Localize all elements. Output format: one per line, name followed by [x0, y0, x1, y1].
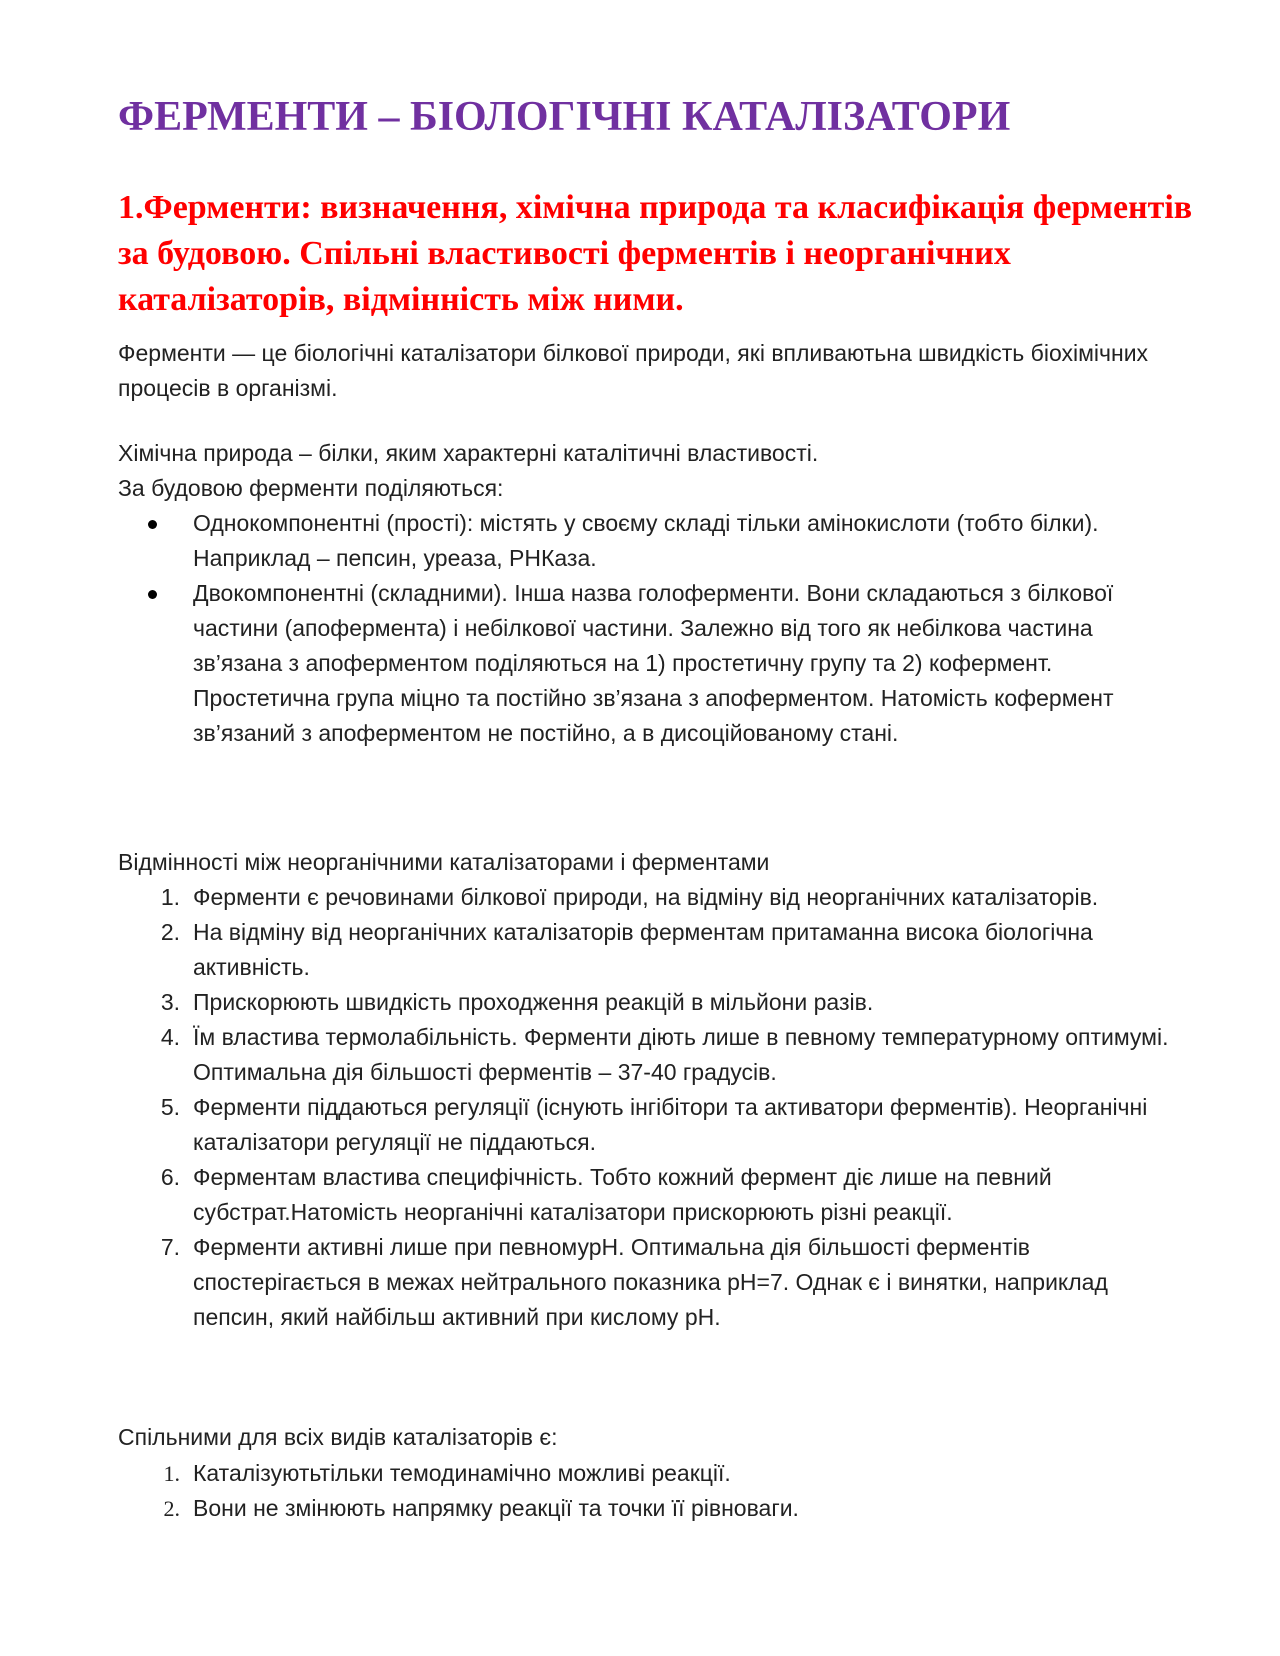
- list-item-text: Ферменти піддаються регуляції (існують інгібітори та активатори ферментів). Неорганічні каталізатори регуляції не піддаються.: [193, 1094, 1148, 1155]
- section-heading: 1.Ферменти: визначення, хімічна природа та класифікація ферментів за будовою. Спільні властивості ферментів і неорганічних каталізаторів, відмінність між ними.: [118, 189, 1193, 318]
- structure-intro: За будовою ферменти поділяються:: [118, 475, 504, 501]
- differences-list: [118, 880, 1188, 1335]
- list-item-text: Вони не змінюють напрямку реакції та точки її рівноваги.: [193, 1495, 799, 1521]
- list-number: 4.: [160, 1024, 180, 1050]
- list-item: [118, 1160, 1188, 1230]
- list-item-text: На відміну від неорганічних каталізаторів ферментам притаманна висока біологічна активність.: [193, 919, 1093, 980]
- list-item: [118, 1090, 1188, 1160]
- list-number: 5.: [160, 1094, 180, 1120]
- list-item-text: Прискорюють швидкість проходження реакцій в мільйони разів.: [193, 989, 874, 1015]
- list-item-text: Ферменти є речовинами білкової природи, на відміну від неорганічних каталізаторів.: [193, 884, 1099, 910]
- bullet-icon: [148, 590, 157, 599]
- list-item-text: Ферментам властива специфічність. Тобто кожний фермент діє лише на певний субстрат.Натомість неорганічні каталізатори прискорюють різні реакції.: [193, 1164, 1052, 1225]
- list-number: 1.: [160, 884, 180, 910]
- list-item: [118, 1230, 1188, 1335]
- chemical-nature-paragraph: Хімічна природа – білки, яким характерні каталітичні властивості.: [118, 440, 819, 466]
- list-item: [118, 985, 1188, 1020]
- list-number: 2.: [160, 919, 180, 945]
- list-number: 7.: [160, 1234, 180, 1260]
- list-item: [118, 1456, 1188, 1491]
- list-number: 6.: [160, 1164, 180, 1190]
- list-item-text: Каталізуютьтільки темодинамічно можливі реакції.: [193, 1460, 731, 1486]
- common-list: [118, 1456, 1188, 1526]
- definition-paragraph: Ферменти — це біологічні каталізатори білкової природи, які впливаютьна швидкість біохімічних процесів в організмі.: [118, 340, 1149, 401]
- document-title: ФЕРМЕНТИ – БІОЛОГІЧНІ КАТАЛІЗАТОРИ: [118, 94, 1011, 140]
- list-item: [118, 576, 1188, 751]
- differences-intro: Відмінності між неорганічними каталізаторами і ферментами: [118, 849, 770, 875]
- list-item-text: Їм властива термолабільність. Ферменти діють лише в певному температурному оптимумі. Оптимальна дія більшості ферментів – 37-40 градусів.: [193, 1024, 1169, 1085]
- list-number: 1.: [163, 1461, 180, 1486]
- structure-list: [118, 506, 1188, 751]
- list-item: [118, 915, 1188, 985]
- list-item: [118, 506, 1188, 576]
- list-number: 2.: [163, 1496, 180, 1521]
- list-item: [118, 1491, 1188, 1526]
- list-number: 3.: [160, 989, 180, 1015]
- list-item: [118, 880, 1188, 915]
- list-item: [118, 1020, 1188, 1090]
- common-intro: Спільними для всіх видів каталізаторів є:: [118, 1424, 558, 1450]
- bullet-icon: [148, 520, 157, 529]
- list-item-text: Ферменти активні лише при певномурН. Оптимальна дія більшості ферментів спостерігається в межах нейтрального показника рН=7. Однак є і винятки, наприклад пепсин, який найбільш активний при кислому рН.: [193, 1234, 1108, 1330]
- list-item-text: Двокомпонентні (складними). Інша назва голоферменти. Вони складаються з білкової частини (апофермента) і небілкової частини. Залежно від того як небілкова частина зв’язана з апоферментом поділяються на 1) простетичну групу та 2) кофермент. Простетична група міцно та постійно зв’язана з апоферментом. Натомість кофермент зв’язаний з апоферментом не постійно, а в дисоційованому стані.: [193, 580, 1114, 746]
- list-item-text: Однокомпонентні (прості): містять у своєму складі тільки амінокислоти (тобто білки). Наприклад – пепсин, уреаза, РНКаза.: [193, 510, 1099, 571]
